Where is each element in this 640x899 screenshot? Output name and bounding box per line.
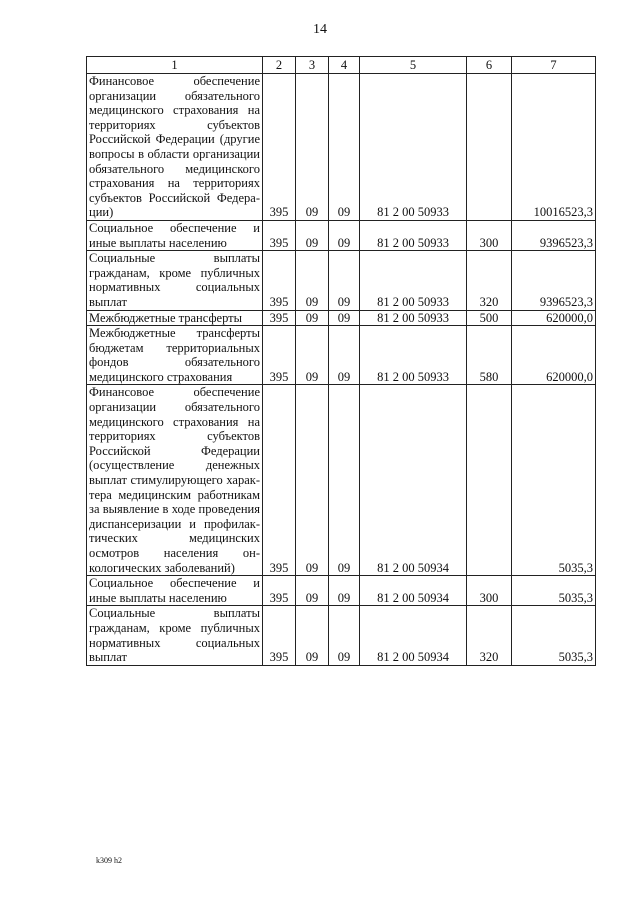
section-code: 09 xyxy=(296,326,329,385)
expense-type-code: 300 xyxy=(467,220,512,250)
row-description: Межбюджетные трансферты бюджетам территориальных фондов обязательного медицинского страхования xyxy=(87,326,263,385)
ministry-code: 395 xyxy=(263,326,296,385)
subsection-code: 09 xyxy=(329,310,360,326)
section-code: 09 xyxy=(296,74,329,221)
budget-table xyxy=(86,56,596,666)
ministry-code: 395 xyxy=(263,220,296,250)
section-code: 09 xyxy=(296,385,329,576)
table-row xyxy=(87,310,596,326)
subsection-code: 09 xyxy=(329,606,360,665)
column-header-2: 2 xyxy=(263,57,296,74)
amount: 620000,0 xyxy=(512,310,596,326)
row-description: Социальные выплаты гражданам, кроме публичных нормативных социальных выплат xyxy=(87,606,263,665)
section-code: 09 xyxy=(296,606,329,665)
ministry-code: 395 xyxy=(263,385,296,576)
column-header-4: 4 xyxy=(329,57,360,74)
target-article-code: 81 2 00 50933 xyxy=(360,74,467,221)
expense-type-code: 320 xyxy=(467,251,512,310)
subsection-code: 09 xyxy=(329,220,360,250)
column-header-6: 6 xyxy=(467,57,512,74)
amount: 5035,3 xyxy=(512,385,596,576)
column-header-3: 3 xyxy=(296,57,329,74)
footer-code: k309 h2 xyxy=(96,856,122,865)
ministry-code: 395 xyxy=(263,576,296,606)
ministry-code: 395 xyxy=(263,251,296,310)
target-article-code: 81 2 00 50933 xyxy=(360,220,467,250)
amount: 9396523,3 xyxy=(512,220,596,250)
row-description: Социальное обеспечение и иные выплаты населению xyxy=(87,220,263,250)
table-row xyxy=(87,326,596,385)
target-article-code: 81 2 00 50933 xyxy=(360,310,467,326)
table-row xyxy=(87,576,596,606)
section-code: 09 xyxy=(296,251,329,310)
row-description: Межбюджетные трансферты xyxy=(87,310,263,326)
expense-type-code: 580 xyxy=(467,326,512,385)
table-row xyxy=(87,606,596,665)
amount: 10016523,3 xyxy=(512,74,596,221)
ministry-code: 395 xyxy=(263,74,296,221)
subsection-code: 09 xyxy=(329,576,360,606)
amount: 9396523,3 xyxy=(512,251,596,310)
table-body xyxy=(87,74,596,666)
amount: 5035,3 xyxy=(512,606,596,665)
amount: 5035,3 xyxy=(512,576,596,606)
subsection-code: 09 xyxy=(329,74,360,221)
section-code: 09 xyxy=(296,220,329,250)
column-header-1: 1 xyxy=(87,57,263,74)
section-code: 09 xyxy=(296,310,329,326)
table-row xyxy=(87,251,596,310)
subsection-code: 09 xyxy=(329,385,360,576)
table-row xyxy=(87,385,596,576)
header-row xyxy=(87,57,596,74)
subsection-code: 09 xyxy=(329,326,360,385)
amount: 620000,0 xyxy=(512,326,596,385)
expense-type-code: 300 xyxy=(467,576,512,606)
target-article-code: 81 2 00 50933 xyxy=(360,251,467,310)
target-article-code: 81 2 00 50934 xyxy=(360,576,467,606)
ministry-code: 395 xyxy=(263,606,296,665)
target-article-code: 81 2 00 50934 xyxy=(360,606,467,665)
section-code: 09 xyxy=(296,576,329,606)
target-article-code: 81 2 00 50934 xyxy=(360,385,467,576)
subsection-code: 09 xyxy=(329,251,360,310)
target-article-code: 81 2 00 50933 xyxy=(360,326,467,385)
column-header-5: 5 xyxy=(360,57,467,74)
row-description: Социальные выплаты гражданам, кроме публичных нормативных социальных выплат xyxy=(87,251,263,310)
expense-type-code xyxy=(467,385,512,576)
row-description: Финансовое обеспечение организации обязательного медицинского страхования на территориях субъектов Российской Федерации (другие вопросы в области организации обязательного медицинского страхования на территориях субъектов Российской Федерации) xyxy=(87,74,263,221)
row-description: Финансовое обеспечение организации обязательного медицинского страхования на территориях субъектов Российской Федерации (осуществление денежных выплат стимулирующего характера медицинским работникам за выявление в ходе проведения диспансеризации и профилактических медицинских осмотров населения онкологических заболеваний) xyxy=(87,385,263,576)
expense-type-code: 320 xyxy=(467,606,512,665)
column-header-7: 7 xyxy=(512,57,596,74)
table-header xyxy=(87,57,596,74)
table-row xyxy=(87,74,596,221)
expense-type-code xyxy=(467,74,512,221)
expense-type-code: 500 xyxy=(467,310,512,326)
ministry-code: 395 xyxy=(263,310,296,326)
table-row xyxy=(87,220,596,250)
row-description: Социальное обеспечение и иные выплаты населению xyxy=(87,576,263,606)
page-number: 14 xyxy=(313,22,327,37)
